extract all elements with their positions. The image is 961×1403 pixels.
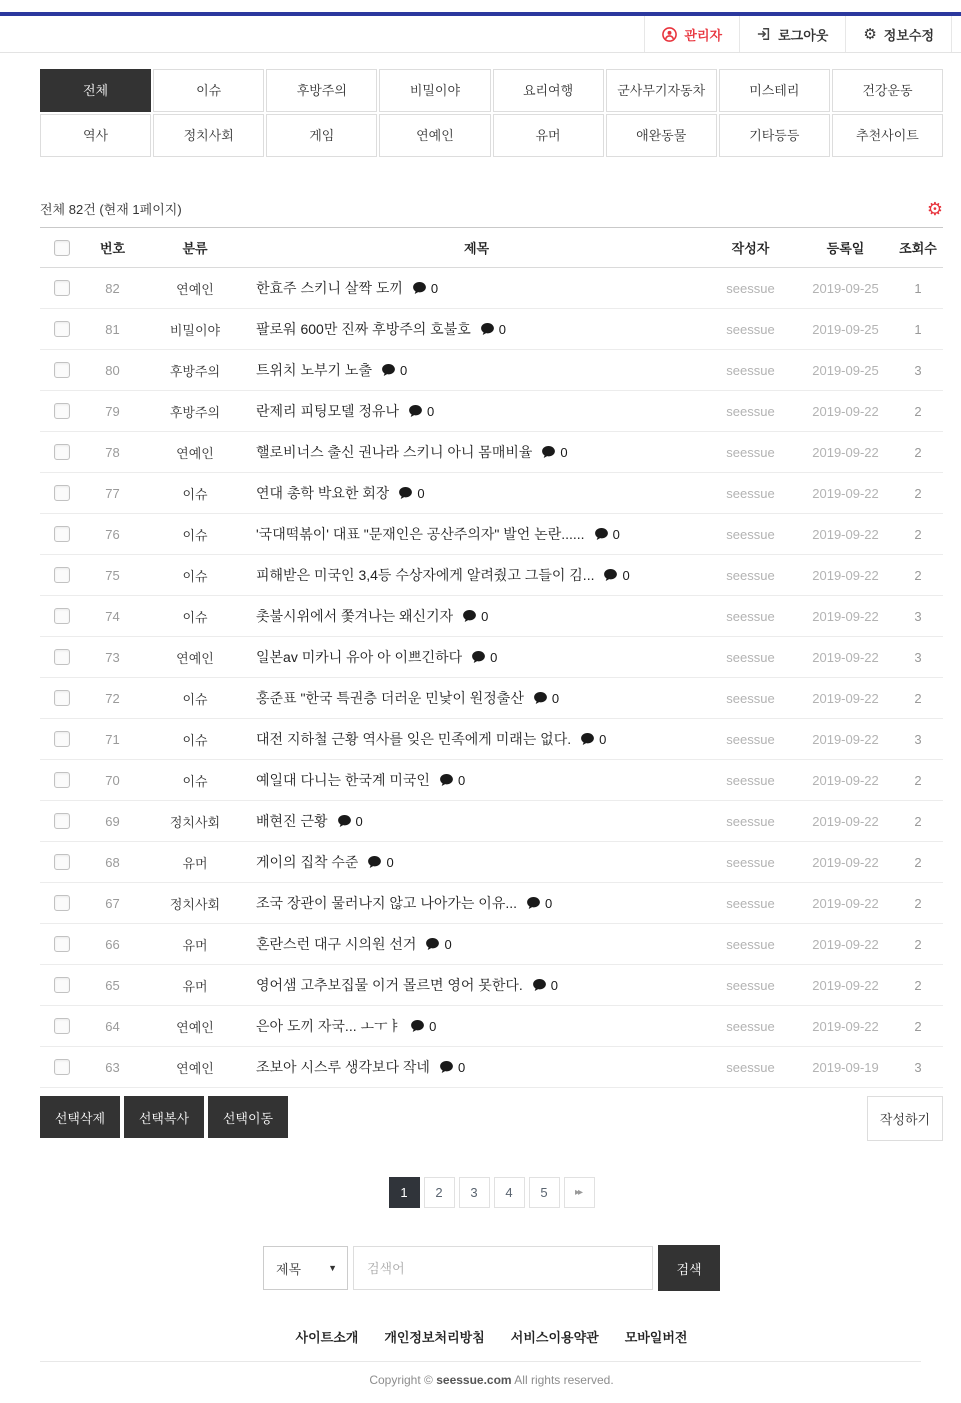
copyright bbox=[40, 1373, 943, 1387]
comment-bubble-icon bbox=[534, 692, 547, 704]
comment-count-value: 0 bbox=[551, 690, 560, 706]
row-checkbox[interactable] bbox=[54, 362, 70, 378]
comment-count-value: 0 bbox=[550, 977, 559, 993]
category-tab[interactable]: 유머 bbox=[493, 114, 604, 157]
comment-count bbox=[368, 855, 393, 870]
post-date: 2019-09-22 bbox=[812, 895, 879, 911]
post-category: 연예인 bbox=[176, 281, 214, 297]
post-author: seessue bbox=[726, 731, 775, 747]
search-field-select[interactable] bbox=[263, 1246, 348, 1290]
table-row bbox=[40, 432, 943, 473]
post-date: 2019-09-22 bbox=[812, 854, 879, 870]
pagination-page[interactable]: 3 bbox=[459, 1177, 490, 1208]
post-date: 2019-09-22 bbox=[812, 649, 879, 665]
comment-count-value: 0 bbox=[427, 403, 435, 419]
table-row bbox=[40, 719, 943, 760]
comment-count-value: 0 bbox=[430, 280, 439, 296]
comment-count bbox=[409, 404, 434, 419]
comment-count bbox=[463, 609, 488, 624]
post-category: 비밀이야 bbox=[169, 322, 221, 338]
comment-count bbox=[440, 1060, 465, 1075]
post-number: 65 bbox=[105, 977, 120, 993]
comment-count bbox=[534, 691, 559, 706]
search-button[interactable]: 검색 bbox=[658, 1245, 720, 1291]
post-title-link[interactable]: 한효주 스키니 살짝 도끼 bbox=[256, 280, 403, 296]
table-body bbox=[40, 268, 943, 1088]
comment-bubble-icon bbox=[440, 774, 453, 786]
post-views: 2 bbox=[914, 813, 922, 829]
footer-divider bbox=[40, 1361, 921, 1362]
col-header-date: 등록일 bbox=[826, 241, 865, 256]
category-tab[interactable]: 추천사이트 bbox=[832, 114, 943, 157]
comment-bubble-icon bbox=[338, 815, 351, 827]
table-row bbox=[40, 678, 943, 719]
post-category: 후방주의 bbox=[169, 404, 221, 420]
list-summary: 전체 82건 (현재 1페이지) bbox=[40, 202, 182, 217]
post-date: 2019-09-22 bbox=[812, 772, 879, 788]
post-number: 64 bbox=[105, 1018, 120, 1034]
comment-count bbox=[382, 363, 407, 378]
post-author: seessue bbox=[726, 936, 775, 952]
post-author: seessue bbox=[726, 895, 775, 911]
post-date: 2019-09-22 bbox=[812, 813, 879, 829]
comment-bubble-icon bbox=[368, 856, 381, 868]
post-author: seessue bbox=[726, 1018, 775, 1034]
post-number: 81 bbox=[105, 321, 120, 337]
post-category: 연예인 bbox=[176, 650, 214, 666]
row-checkbox[interactable] bbox=[54, 854, 70, 870]
table-row bbox=[40, 760, 943, 801]
comment-bubble-icon bbox=[411, 1020, 424, 1032]
comment-count-value: 0 bbox=[612, 526, 620, 542]
post-views: 2 bbox=[914, 444, 922, 460]
table-row bbox=[40, 391, 943, 432]
row-checkbox[interactable] bbox=[54, 485, 70, 501]
comment-count-value: 0 bbox=[399, 362, 408, 378]
post-title-link[interactable]: 은아 도끼 자국... ㅗㅜㅑ bbox=[256, 1018, 402, 1034]
table-row bbox=[40, 268, 943, 309]
comment-bubble-icon bbox=[527, 897, 540, 909]
comment-bubble-icon bbox=[604, 569, 617, 581]
edit-info-link[interactable] bbox=[845, 16, 952, 52]
row-checkbox[interactable] bbox=[54, 895, 70, 911]
comment-count bbox=[472, 650, 497, 665]
post-date: 2019-09-22 bbox=[812, 936, 879, 952]
post-views: 3 bbox=[914, 362, 922, 378]
comment-bubble-icon bbox=[463, 610, 476, 622]
post-views: 2 bbox=[914, 1018, 922, 1034]
comment-bubble-icon bbox=[581, 733, 594, 745]
post-author: seessue bbox=[726, 854, 775, 870]
list-header bbox=[40, 199, 943, 218]
table-row bbox=[40, 637, 943, 678]
post-number: 73 bbox=[105, 649, 120, 665]
post-title-link[interactable]: 란제리 피팅모델 정유나 bbox=[256, 403, 400, 419]
comment-count-value: 0 bbox=[560, 444, 568, 460]
post-category: 이슈 bbox=[182, 732, 208, 748]
post-title-link[interactable]: 일본av 미카니 유아 아 이쁘긴하다 bbox=[256, 649, 463, 665]
category-tab[interactable]: 요리여행 bbox=[493, 69, 604, 112]
row-checkbox[interactable] bbox=[54, 731, 70, 747]
footer-link[interactable]: 사이트소개 bbox=[295, 1330, 359, 1345]
post-views: 2 bbox=[914, 936, 922, 952]
post-views: 2 bbox=[914, 526, 922, 542]
comment-bubble-icon bbox=[595, 528, 608, 540]
comment-count-value: 0 bbox=[457, 1059, 466, 1075]
table-row bbox=[40, 309, 943, 350]
row-checkbox[interactable] bbox=[54, 608, 70, 624]
post-category: 이슈 bbox=[182, 527, 208, 543]
row-checkbox[interactable] bbox=[54, 1018, 70, 1034]
delete-selected-button[interactable]: 선택삭제 bbox=[40, 1096, 120, 1138]
post-views: 3 bbox=[914, 731, 922, 747]
post-category: 유머 bbox=[182, 937, 208, 953]
post-title-link[interactable]: 혼란스런 대구 시의원 선거 bbox=[256, 936, 417, 952]
row-checkbox[interactable] bbox=[54, 1059, 70, 1075]
post-date: 2019-09-25 bbox=[812, 280, 879, 296]
post-category: 이슈 bbox=[182, 691, 208, 707]
post-title-link[interactable]: 영어샘 고추보집물 이거 몰르면 영어 못한다. bbox=[256, 977, 523, 993]
table-header-row bbox=[40, 228, 943, 268]
footer-link[interactable]: 서비스이용약관 bbox=[510, 1330, 599, 1345]
post-category: 정치사회 bbox=[169, 896, 221, 912]
post-number: 77 bbox=[105, 485, 120, 501]
comment-count-value: 0 bbox=[355, 813, 363, 829]
post-author: seessue bbox=[726, 526, 775, 542]
pagination-page[interactable]: 5 bbox=[529, 1177, 560, 1208]
post-number: 67 bbox=[105, 895, 120, 911]
comment-bubble-icon bbox=[481, 323, 494, 335]
post-views: 2 bbox=[914, 895, 922, 911]
category-tab[interactable]: 연예인 bbox=[379, 114, 490, 157]
post-category: 연예인 bbox=[176, 1060, 214, 1076]
post-author: seessue bbox=[726, 977, 775, 993]
category-tab[interactable]: 게임 bbox=[266, 114, 377, 157]
post-views: 2 bbox=[914, 403, 922, 419]
post-author: seessue bbox=[726, 403, 775, 419]
logout-icon bbox=[757, 27, 771, 41]
row-checkbox[interactable] bbox=[54, 403, 70, 419]
pagination-page[interactable]: 2 bbox=[424, 1177, 455, 1208]
category-tab[interactable]: 후방주의 bbox=[266, 69, 377, 112]
post-author: seessue bbox=[726, 567, 775, 583]
category-tab[interactable]: 기타등등 bbox=[719, 114, 830, 157]
post-date: 2019-09-22 bbox=[812, 526, 879, 542]
table-row bbox=[40, 473, 943, 514]
table-row bbox=[40, 1006, 943, 1047]
row-checkbox[interactable] bbox=[54, 977, 70, 993]
post-category: 이슈 bbox=[182, 609, 208, 625]
post-number: 82 bbox=[105, 280, 120, 296]
write-post-button[interactable]: 작성하기 bbox=[867, 1096, 943, 1141]
post-author: seessue bbox=[726, 485, 775, 501]
post-author: seessue bbox=[726, 690, 775, 706]
row-checkbox[interactable] bbox=[54, 936, 70, 952]
post-number: 68 bbox=[105, 854, 120, 870]
post-views: 2 bbox=[914, 690, 922, 706]
comment-count bbox=[440, 773, 465, 788]
post-views: 1 bbox=[914, 280, 922, 296]
post-category: 이슈 bbox=[182, 773, 208, 789]
footer-link[interactable]: 모바일버전 bbox=[624, 1330, 688, 1345]
table-row bbox=[40, 842, 943, 883]
row-checkbox[interactable] bbox=[54, 649, 70, 665]
category-tab[interactable]: 전체 bbox=[40, 69, 151, 112]
post-views: 3 bbox=[914, 649, 922, 665]
post-author: seessue bbox=[726, 280, 775, 296]
post-number: 71 bbox=[105, 731, 120, 747]
pagination-page[interactable]: 4 bbox=[494, 1177, 525, 1208]
post-category: 정치사회 bbox=[169, 814, 221, 830]
post-date: 2019-09-22 bbox=[812, 1018, 879, 1034]
row-checkbox[interactable] bbox=[54, 813, 70, 829]
comment-count-value: 0 bbox=[444, 936, 452, 952]
pagination-next-button[interactable]: ▸▸ bbox=[564, 1177, 595, 1208]
comment-bubble-icon bbox=[426, 938, 439, 950]
post-title-link[interactable]: 트위치 노부기 노출 bbox=[256, 362, 372, 378]
col-header-category: 분류 bbox=[182, 241, 208, 256]
admin-link-label: 관리자 bbox=[684, 27, 723, 43]
table-row bbox=[40, 801, 943, 842]
post-author: seessue bbox=[726, 649, 775, 665]
move-selected-button[interactable]: 선택이동 bbox=[208, 1096, 288, 1138]
comment-bubble-icon bbox=[542, 446, 555, 458]
category-tab[interactable]: 비밀이야 bbox=[379, 69, 490, 112]
post-date: 2019-09-25 bbox=[812, 321, 879, 337]
topbar bbox=[0, 16, 961, 53]
post-title-link[interactable]: 배현진 근황 bbox=[256, 813, 328, 829]
table-row bbox=[40, 514, 943, 555]
post-number: 78 bbox=[105, 444, 120, 460]
post-number: 79 bbox=[105, 403, 120, 419]
post-number: 63 bbox=[105, 1059, 120, 1075]
comment-count bbox=[481, 322, 506, 337]
post-title-link[interactable]: 조보아 시스루 생각보다 작네 bbox=[256, 1059, 430, 1075]
row-checkbox[interactable] bbox=[54, 444, 70, 460]
post-table bbox=[40, 227, 943, 1088]
comment-count bbox=[426, 937, 451, 952]
post-views: 1 bbox=[914, 321, 922, 337]
post-views: 2 bbox=[914, 567, 922, 583]
post-title-link[interactable]: 게이의 집착 수준 bbox=[256, 854, 359, 870]
post-author: seessue bbox=[726, 813, 775, 829]
table-row bbox=[40, 1047, 943, 1088]
post-category: 연예인 bbox=[176, 1019, 214, 1035]
post-title-link[interactable]: 핼로비너스 출신 권나라 스키니 아니 몸매비율 bbox=[256, 444, 533, 460]
col-header-title: 제목 bbox=[463, 241, 490, 256]
col-header-author: 작성자 bbox=[731, 241, 770, 256]
table-row bbox=[40, 883, 943, 924]
site-name: seessue.com bbox=[436, 1373, 512, 1387]
post-views: 2 bbox=[914, 772, 922, 788]
comment-bubble-icon bbox=[399, 487, 412, 499]
comment-count-value: 0 bbox=[545, 895, 553, 911]
category-tab[interactable]: 정치사회 bbox=[153, 114, 264, 157]
post-number: 76 bbox=[105, 526, 120, 542]
footer-links bbox=[40, 1327, 943, 1346]
category-tabs bbox=[40, 69, 943, 157]
post-date: 2019-09-22 bbox=[812, 731, 879, 747]
post-views: 3 bbox=[914, 608, 922, 624]
search-bar bbox=[40, 1245, 943, 1291]
col-header-views: 조회수 bbox=[899, 241, 937, 256]
comment-count-value: 0 bbox=[498, 321, 506, 337]
logout-link-label: 로그아웃 bbox=[778, 27, 829, 43]
category-tab[interactable]: 미스테리 bbox=[719, 69, 830, 112]
post-title-link[interactable]: 팔로워 600만 진짜 후방주의 호불호 bbox=[256, 321, 471, 337]
post-number: 72 bbox=[105, 690, 120, 706]
post-title-link[interactable]: 홍준표 "한국 특권층 더러운 민낯이 원정출산 bbox=[256, 690, 524, 706]
post-date: 2019-09-25 bbox=[812, 362, 879, 378]
post-author: seessue bbox=[726, 772, 775, 788]
post-title-link[interactable]: 조국 장관이 물러나지 않고 나아가는 이유... bbox=[256, 895, 518, 911]
post-date: 2019-09-22 bbox=[812, 485, 879, 501]
row-checkbox[interactable] bbox=[54, 321, 70, 337]
post-title-link[interactable]: 피해받은 미국인 3,4등 수상자에게 알려줬고 그들이 김... bbox=[256, 567, 595, 583]
post-date: 2019-09-19 bbox=[812, 1059, 879, 1075]
admin-link[interactable] bbox=[644, 16, 739, 52]
post-category: 유머 bbox=[182, 855, 208, 871]
post-title-link[interactable]: '국대떡볶이' 대표 "문재인은 공산주의자" 발언 논란...... bbox=[256, 526, 585, 542]
post-date: 2019-09-22 bbox=[812, 567, 879, 583]
post-category: 후방주의 bbox=[169, 363, 221, 379]
post-views: 3 bbox=[914, 1059, 922, 1075]
comment-count-value: 0 bbox=[429, 1018, 437, 1034]
table-row bbox=[40, 924, 943, 965]
post-number: 74 bbox=[105, 608, 120, 624]
comment-count bbox=[604, 568, 629, 583]
post-author: seessue bbox=[726, 321, 775, 337]
footer-link[interactable]: 개인정보처리방침 bbox=[384, 1330, 485, 1345]
edit-info-link-label: 정보수정 bbox=[883, 27, 934, 43]
comment-count-value: 0 bbox=[457, 772, 466, 788]
comment-count bbox=[413, 281, 438, 296]
comment-count-value: 0 bbox=[481, 608, 489, 624]
comment-count-value: 0 bbox=[622, 567, 630, 583]
post-title-link[interactable]: 예일대 다니는 한국계 미국인 bbox=[256, 772, 430, 788]
table-row bbox=[40, 555, 943, 596]
post-views: 2 bbox=[914, 854, 922, 870]
table-row bbox=[40, 965, 943, 1006]
post-author: seessue bbox=[726, 608, 775, 624]
post-category: 유머 bbox=[182, 978, 208, 994]
comment-count bbox=[399, 486, 424, 501]
post-number: 69 bbox=[105, 813, 120, 829]
category-tab[interactable]: 건강운동 bbox=[832, 69, 943, 112]
search-input[interactable] bbox=[353, 1246, 653, 1290]
comment-bubble-icon bbox=[409, 405, 422, 417]
comment-bubble-icon bbox=[472, 651, 485, 663]
post-date: 2019-09-22 bbox=[812, 444, 879, 460]
post-category: 이슈 bbox=[182, 568, 208, 584]
post-number: 75 bbox=[105, 567, 120, 583]
table-row bbox=[40, 596, 943, 637]
table-row bbox=[40, 350, 943, 391]
category-tab[interactable]: 애완동물 bbox=[606, 114, 717, 157]
post-title-link[interactable]: 대전 지하철 근황 역사를 잊은 민족에게 미래는 없다. bbox=[256, 731, 572, 747]
category-tab[interactable]: 역사 bbox=[40, 114, 151, 157]
copyright-suffix: All rights reserved. bbox=[514, 1373, 614, 1387]
comment-count bbox=[338, 814, 363, 829]
copy-selected-button[interactable]: 선택복사 bbox=[124, 1096, 204, 1138]
comment-count-value: 0 bbox=[599, 731, 607, 747]
admin-user-icon bbox=[662, 27, 677, 42]
pagination-page[interactable]: 1 bbox=[389, 1177, 420, 1208]
select-all-checkbox[interactable] bbox=[54, 240, 70, 256]
post-date: 2019-09-22 bbox=[812, 690, 879, 706]
comment-count bbox=[533, 978, 558, 993]
comment-count bbox=[542, 445, 567, 460]
row-checkbox[interactable] bbox=[54, 567, 70, 583]
post-author: seessue bbox=[726, 1059, 775, 1075]
post-category: 연예인 bbox=[176, 445, 214, 461]
copyright-prefix: Copyright © bbox=[369, 1373, 433, 1387]
comment-count bbox=[527, 896, 552, 911]
gear-icon: ⚙ bbox=[863, 25, 877, 43]
category-tab[interactable]: 이슈 bbox=[153, 69, 264, 112]
comment-count bbox=[581, 732, 606, 747]
chevron-down-icon: ▼ bbox=[328, 1263, 337, 1273]
post-date: 2019-09-22 bbox=[812, 977, 879, 993]
post-number: 66 bbox=[105, 936, 120, 952]
post-views: 2 bbox=[914, 485, 922, 501]
search-field-value: 제목 bbox=[276, 1261, 302, 1277]
col-header-no: 번호 bbox=[99, 241, 126, 256]
post-date: 2019-09-22 bbox=[812, 608, 879, 624]
row-checkbox[interactable] bbox=[54, 526, 70, 542]
comment-bubble-icon bbox=[382, 364, 395, 376]
row-checkbox[interactable] bbox=[54, 690, 70, 706]
row-checkbox[interactable] bbox=[54, 280, 70, 296]
post-title-link[interactable]: 촛불시위에서 쫓겨나는 왜신기자 bbox=[256, 608, 454, 624]
post-author: seessue bbox=[726, 362, 775, 378]
post-number: 80 bbox=[105, 362, 120, 378]
comment-bubble-icon bbox=[440, 1061, 453, 1073]
comment-count-value: 0 bbox=[490, 649, 498, 665]
post-category: 이슈 bbox=[182, 486, 208, 502]
comment-bubble-icon bbox=[413, 282, 426, 294]
post-date: 2019-09-22 bbox=[812, 403, 879, 419]
post-title-link[interactable]: 연대 총학 박요한 회장 bbox=[256, 485, 390, 501]
comment-count bbox=[411, 1019, 436, 1034]
comment-bubble-icon bbox=[533, 979, 546, 991]
post-views: 2 bbox=[914, 977, 922, 993]
category-tab[interactable]: 군사무기자동차 bbox=[606, 69, 717, 112]
board-settings-gear-icon[interactable]: ⚙ bbox=[926, 198, 943, 219]
post-number: 70 bbox=[105, 772, 120, 788]
post-author: seessue bbox=[726, 444, 775, 460]
pagination bbox=[40, 1177, 943, 1208]
comment-count-value: 0 bbox=[386, 854, 394, 870]
row-checkbox[interactable] bbox=[54, 772, 70, 788]
logout-link[interactable] bbox=[739, 16, 845, 52]
comment-count bbox=[595, 527, 620, 542]
bulk-actions-bar bbox=[40, 1096, 943, 1141]
comment-count-value: 0 bbox=[417, 485, 425, 501]
